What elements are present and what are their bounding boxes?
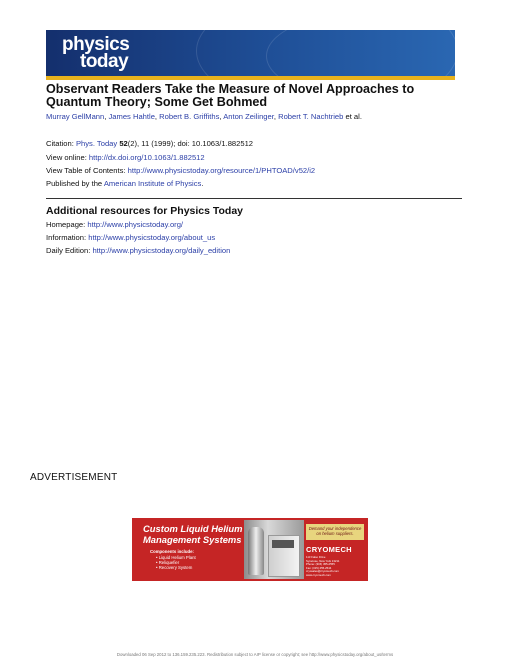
view-online-label: View online: — [46, 153, 89, 162]
ad-address-line: Fax: (315) 455-2544 — [306, 565, 332, 570]
author-list: Murray GellMann, James Hahtle, Robert B. Griffiths, Anton Zeilinger, Robert T. Nachtrieb et al. — [46, 112, 362, 121]
resource-information — [46, 233, 215, 242]
section-divider — [46, 198, 462, 199]
view-online-line — [46, 153, 205, 162]
article-title: Observant Readers Take the Measure of Novel Approaches to Quantum Theory; Some Get Bohmed — [46, 82, 415, 109]
physics-today-logo[interactable] — [62, 35, 129, 71]
publisher-link[interactable]: American Institute of Physics — [103, 179, 202, 188]
toc-link[interactable]: http://www.physicstoday.org/resource/1/PHTOAD/v52/i2 — [127, 166, 316, 175]
citation-volume: 52 — [119, 139, 128, 148]
resource-label: Information: — [46, 233, 89, 242]
daily-edition-link[interactable]: http://www.physicstoday.org/daily_edition — [92, 246, 231, 255]
ad-component-item: • Reliquefier — [156, 560, 180, 565]
logo-word-today: today — [80, 51, 129, 72]
toc-line — [46, 166, 315, 175]
citation-details: (2), 11 (1999); doi: 10.1063/1.882512 — [127, 139, 254, 148]
information-link[interactable]: http://www.physicstoday.org/about_us — [88, 233, 216, 242]
ad-headline: Custom Liquid Helium — [143, 523, 243, 534]
ad-component-item: • Liquid Helium Plant — [156, 555, 196, 560]
author-link[interactable]: James Hahtle — [108, 112, 155, 121]
ad-address-line: Phone: (315) 455-2555 — [306, 562, 335, 566]
resource-homepage — [46, 220, 183, 229]
cryomech-advertisement[interactable] — [132, 518, 368, 581]
ad-address-line: cryosales@cryomech.com — [306, 569, 339, 573]
physics-today-banner — [46, 30, 455, 80]
citation-label: Citation: — [46, 139, 76, 148]
resource-daily-edition — [46, 246, 230, 255]
publisher-line: Published by the American Institute of Physics. — [46, 179, 204, 188]
ad-headline: Management Systems — [143, 534, 242, 545]
advertisement-label: ADVERTISEMENT — [30, 472, 118, 483]
homepage-link[interactable]: http://www.physicstoday.org/ — [87, 220, 184, 229]
banner-accent-strip — [46, 76, 455, 80]
helium-plant-image — [244, 520, 304, 579]
ad-tagline: Demand your independence on helium suppliers. — [306, 524, 364, 540]
ad-component-item: • Recovery System — [156, 565, 193, 570]
ad-components-label: Components include: — [150, 549, 194, 554]
resource-label: Daily Edition: — [46, 246, 93, 255]
resource-label: Homepage: — [46, 220, 88, 229]
ad-address-line: www.cryomech.com — [306, 572, 331, 577]
resources-heading: Additional resources for Physics Today — [46, 205, 244, 217]
logo-word-physics: physics — [62, 34, 130, 55]
ad-address-line: 113 Falso Drive — [306, 555, 326, 559]
journal-link[interactable]: Phys. Today — [75, 139, 118, 148]
author-link[interactable]: Robert B. Griffiths — [159, 112, 220, 121]
download-footer: Downloaded 06 Sep 2012 to 136.159.235.223. Redistribution subject to AIP license or copyright; see http://www.physicstoday.org/about_us/terms — [116, 652, 394, 657]
publisher-label: Published by the — [46, 179, 104, 188]
banner-wave-decoration — [266, 30, 455, 80]
toc-label: View Table of Contents: — [46, 166, 128, 175]
author-link[interactable]: Anton Zeilinger — [223, 112, 274, 121]
author-link[interactable]: Murray GellMann — [46, 112, 105, 121]
ad-address-line: Syracuse, New York 13211 — [306, 558, 340, 563]
doi-link[interactable]: http://dx.doi.org/10.1063/1.882512 — [88, 153, 205, 162]
authors-et-al: et al. — [343, 112, 362, 121]
author-link[interactable]: Robert T. Nachtrieb — [278, 112, 344, 121]
citation-line — [46, 139, 253, 148]
cryomech-logo: CRYOMECH — [306, 545, 352, 554]
